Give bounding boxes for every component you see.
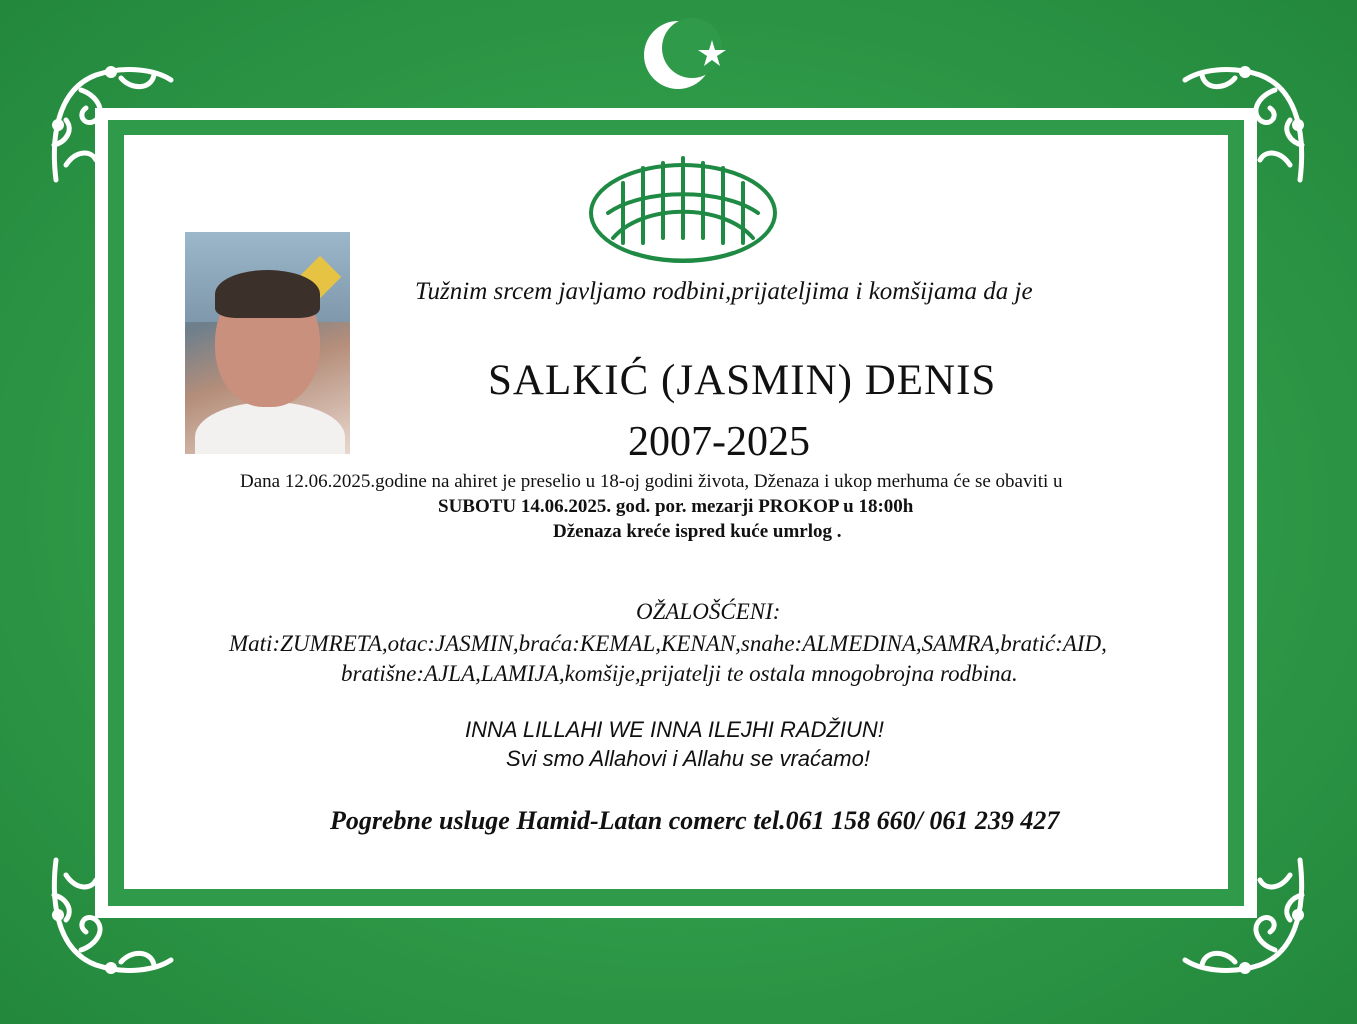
details-line-1: Dana 12.06.2025.godine na ahiret je preselio u 18-oj godini života, Dženaza i ukop merhuma će se obaviti u xyxy=(240,471,1063,492)
details-line-2: SUBOTU 14.06.2025. god. por. mezarji PROKOP u 18:00h xyxy=(438,496,914,517)
deceased-photo xyxy=(185,232,350,454)
prayer-translation: Svi smo Allahovi i Allahu se vraćamo! xyxy=(506,746,870,771)
crescent-star-icon xyxy=(640,10,740,100)
funeral-services-footer: Pogrebne usluge Hamid-Latan comerc tel.061 158 660/ 061 239 427 xyxy=(330,806,1060,835)
intro-text: Tužnim srcem javljamo rodbini,prijateljima i komšijama da je xyxy=(415,278,1033,305)
photo-shirt xyxy=(195,402,345,454)
photo-hair xyxy=(215,270,320,318)
mourners-line-2: bratišne:AJLA,LAMIJA,komšije,prijatelji te ostala mnogobrojna rodbina. xyxy=(341,661,1018,686)
mourners-line-1: Mati:ZUMRETA,otac:JASMIN,braća:KEMAL,KENAN,snahe:ALMEDINA,SAMRA,bratić:AID, xyxy=(229,631,1107,656)
details-line-3: Dženaza kreće ispred kuće umrlog . xyxy=(553,521,842,542)
arabic-calligraphy-emblem xyxy=(583,143,783,273)
mourners-heading: OŽALOŠĆENI: xyxy=(636,599,781,624)
deceased-name: SALKIĆ (JASMIN) DENIS xyxy=(488,357,997,404)
prayer-quote: INNA LILLAHI WE INNA ILEJHI RADŽIUN! xyxy=(465,717,884,742)
life-years: 2007-2025 xyxy=(628,419,810,465)
